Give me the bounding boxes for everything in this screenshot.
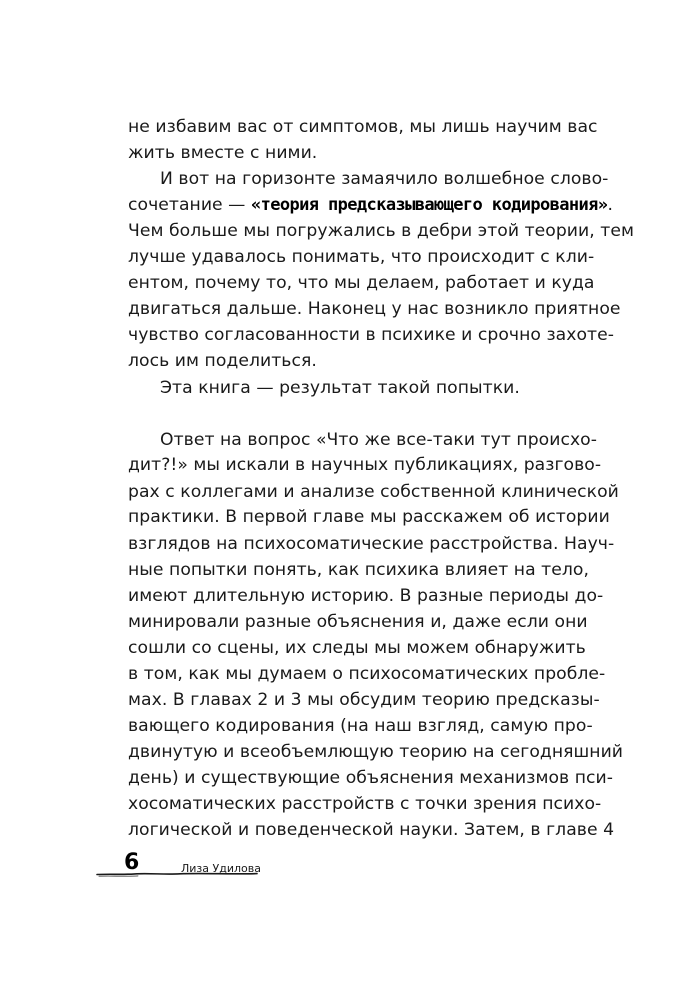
text-line: практики. В первой главе мы расскажем об истории: [128, 507, 610, 528]
text-line: не избавим вас от симптомов, мы лишь научим вас: [128, 117, 598, 137]
highlighted-term: «теория предсказывающего кодирования»: [250, 194, 608, 215]
text-line: рах с коллегами и анализе собственной клинической: [128, 481, 619, 502]
text-line: день) и существующие объяснения механизмов пси-: [128, 767, 613, 788]
text-line: жить вместе с ними.: [128, 142, 318, 163]
text-line: двигаться дальше. Наконец у нас возникло приятное: [128, 298, 621, 319]
running-head: Лиза Удилова: [181, 862, 261, 875]
text-line: двинутую и всеобъемлющую теорию на сегодняшний: [128, 742, 624, 763]
text-fragment: сочетание —: [128, 194, 251, 215]
text-line: ентом, почему то, что мы делаем, работает и куда: [128, 273, 595, 294]
text-line: дит?!» мы искали в научных публикациях, разгово-: [128, 455, 602, 476]
text-line: Ответ на вопрос «Что же все-таки тут происхо-: [160, 429, 597, 450]
text-line: Чем больше мы погружались в дебри этой теории, тем: [128, 221, 634, 242]
text-line: в том, как мы думаем о психосоматических пробле-: [128, 663, 606, 684]
text-line: лось им поделиться.: [128, 351, 317, 371]
text-line: лучше удавалось понимать, что происходит с кли-: [128, 246, 595, 267]
text-line: мах. В главах 2 и 3 мы обсудим теорию предсказы-: [128, 690, 600, 711]
page-number: 6: [124, 850, 140, 875]
text-line: вающего кодирования (на наш взгляд, самую про-: [128, 715, 593, 736]
text-line: [128, 194, 613, 215]
text-line: Эта книга — результат такой попытки.: [160, 377, 520, 398]
text-line: имеют длительную историю. В разные периоды до-: [128, 586, 604, 606]
text-fragment: .: [607, 194, 613, 215]
text-line: хосоматических расстройств с точки зрения психо-: [128, 794, 602, 815]
text-line: ные попытки понять, как психика влияет на тело,: [128, 559, 589, 580]
text-line: сошли со сцены, их следы мы можем обнаружить: [128, 638, 586, 659]
text-line: минировали разные объяснения и, даже если они: [128, 611, 588, 632]
text-line: логической и поведенческой науки. Затем, в главе 4: [128, 820, 615, 840]
text-line: И вот на горизонте замаячило волшебное слово-: [160, 169, 609, 190]
text-line: взглядов на психосоматические расстройства. Науч-: [128, 533, 615, 554]
text-line: чувство согласованности в психике и срочно захоте-: [128, 325, 614, 346]
